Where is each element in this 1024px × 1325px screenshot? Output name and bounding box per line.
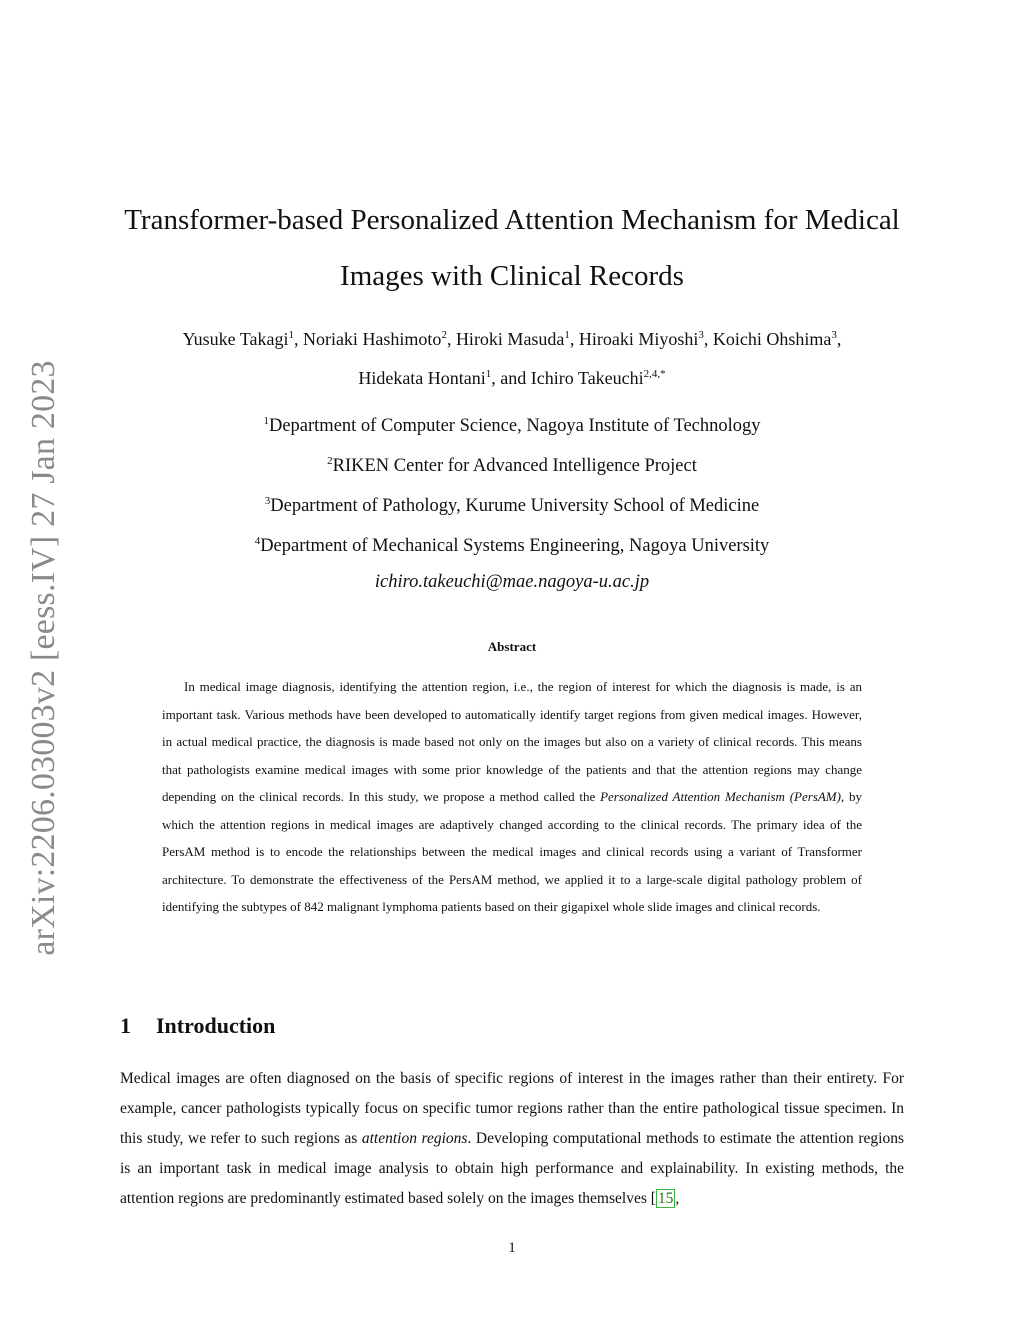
affiliation-mark: 2: [327, 455, 333, 468]
author-affiliation-mark: 2,4,*: [643, 368, 666, 380]
author-separator: , and: [491, 368, 531, 388]
paper-title-line-1: Transformer-based Personalized Attention Mechanism for Medical: [124, 204, 900, 236]
affiliation-mark: 4: [254, 535, 261, 548]
author-name: Koichi Ohshima: [712, 329, 832, 349]
abstract-text: In medical image diagnosis, identifying the attention region, i.e., the region of interest for which the diagnosis is made, is an important task. Various methods have been developed to automatically identify target regions from given medical images. However, in actual medical practice, the diagnosis is made based not only on the images but also on a variety of clinical records. This means that pathologists examine medical images with some prior knowledge of the patients and that the attention regions may change depending on the clinical records. In this study, we propose a method called the: [162, 679, 862, 804]
affiliation-item: [100, 524, 924, 564]
affiliation-list: [100, 404, 924, 600]
affiliation-mark: 3: [264, 495, 271, 508]
author-list: [100, 318, 924, 396]
intro-text: Medical images are often diagnosed on the basis of specific regions of interest in the images rather than their entirety. For example, cancer pathologists typically focus on specific tumor regions rather than the entire pathological tissue specimen. In this study, we refer to such regions as: [120, 1070, 904, 1147]
author-separator: ,: [569, 329, 579, 349]
affiliation-item: [100, 484, 924, 524]
abstract-emphasis: Personalized Attention Mechanism (PersAM): [600, 789, 841, 804]
affiliation-text: Department of Mechanical Systems Engineering, Nagoya University: [260, 536, 770, 557]
section-number: 1: [120, 1013, 131, 1038]
paper-title-line-2: Images with Clinical Records: [340, 260, 684, 292]
abstract-heading: Abstract: [487, 639, 537, 654]
author-name: Hiroaki Miyoshi: [578, 329, 699, 349]
author-affiliation-mark: 2: [441, 329, 447, 341]
author-affiliation-mark: 1: [564, 329, 570, 341]
affiliation-text: Department of Computer Science, Nagoya Institute of Technology: [268, 416, 761, 437]
arxiv-identifier-stamp: arXiv:2206.03003v2 [eess.IV] 27 Jan 2023: [25, 360, 62, 956]
author-name: Noriaki Hashimoto: [302, 329, 442, 349]
affiliation-item: [100, 444, 924, 484]
author-name: Yusuke Takagi: [182, 329, 289, 349]
affiliation-item: [100, 404, 924, 444]
author-affiliation-mark: 3: [831, 329, 837, 341]
intro-text: ,: [675, 1190, 680, 1207]
author-name: Ichiro Takeuchi: [530, 368, 644, 388]
abstract-body: [162, 673, 862, 921]
author-affiliation-mark: 1: [288, 329, 294, 341]
affiliation-text: RIKEN Center for Advanced Intelligence Project: [332, 456, 697, 477]
author-affiliation-mark: 3: [698, 329, 704, 341]
section-title: Introduction: [156, 1013, 276, 1038]
paper-title: [100, 192, 924, 304]
intro-text: . Developing computational methods to estimate the attention regions is an important task in medical image analysis to obtain high performance and explainability. In existing methods, the attention regions are predominantly estimated based solely on the images themselves [: [120, 1130, 905, 1207]
author-separator: ,: [446, 329, 456, 349]
affiliation-mark: 1: [263, 415, 269, 427]
contact-email[interactable]: ichiro.takeuchi@mae.nagoya-u.ac.jp: [374, 571, 650, 592]
introduction-paragraph: [120, 1064, 904, 1214]
author-separator: ,: [836, 329, 842, 349]
author-affiliation-mark: 1: [485, 368, 492, 380]
author-name: Hiroki Masuda: [455, 329, 565, 349]
abstract-text: , by which the attention regions in medical images are adaptively changed according to the clinical records. The primary idea of the PersAM method is to encode the relationships between the medical images and clinical records using a variant of Transformer architecture. To demonstrate the effectiveness of the PersAM method, we applied it to a large-scale digital pathology problem of identifying the subtypes of 842 malignant lymphoma patients based on their gigapixel whole slide images and clinical records.: [162, 789, 862, 914]
author-separator: ,: [703, 329, 713, 349]
section-heading: [120, 1013, 275, 1039]
page-number: 1: [508, 1240, 516, 1256]
author-line-1: [100, 318, 924, 357]
intro-emphasis: attention regions: [361, 1130, 468, 1147]
author-name: Hidekata Hontani: [358, 368, 486, 388]
affiliation-text: Department of Pathology, Kurume University School of Medicine: [270, 496, 760, 517]
author-line-2: [100, 357, 924, 396]
author-separator: ,: [293, 329, 303, 349]
citation-link[interactable]: 15: [657, 1190, 674, 1207]
